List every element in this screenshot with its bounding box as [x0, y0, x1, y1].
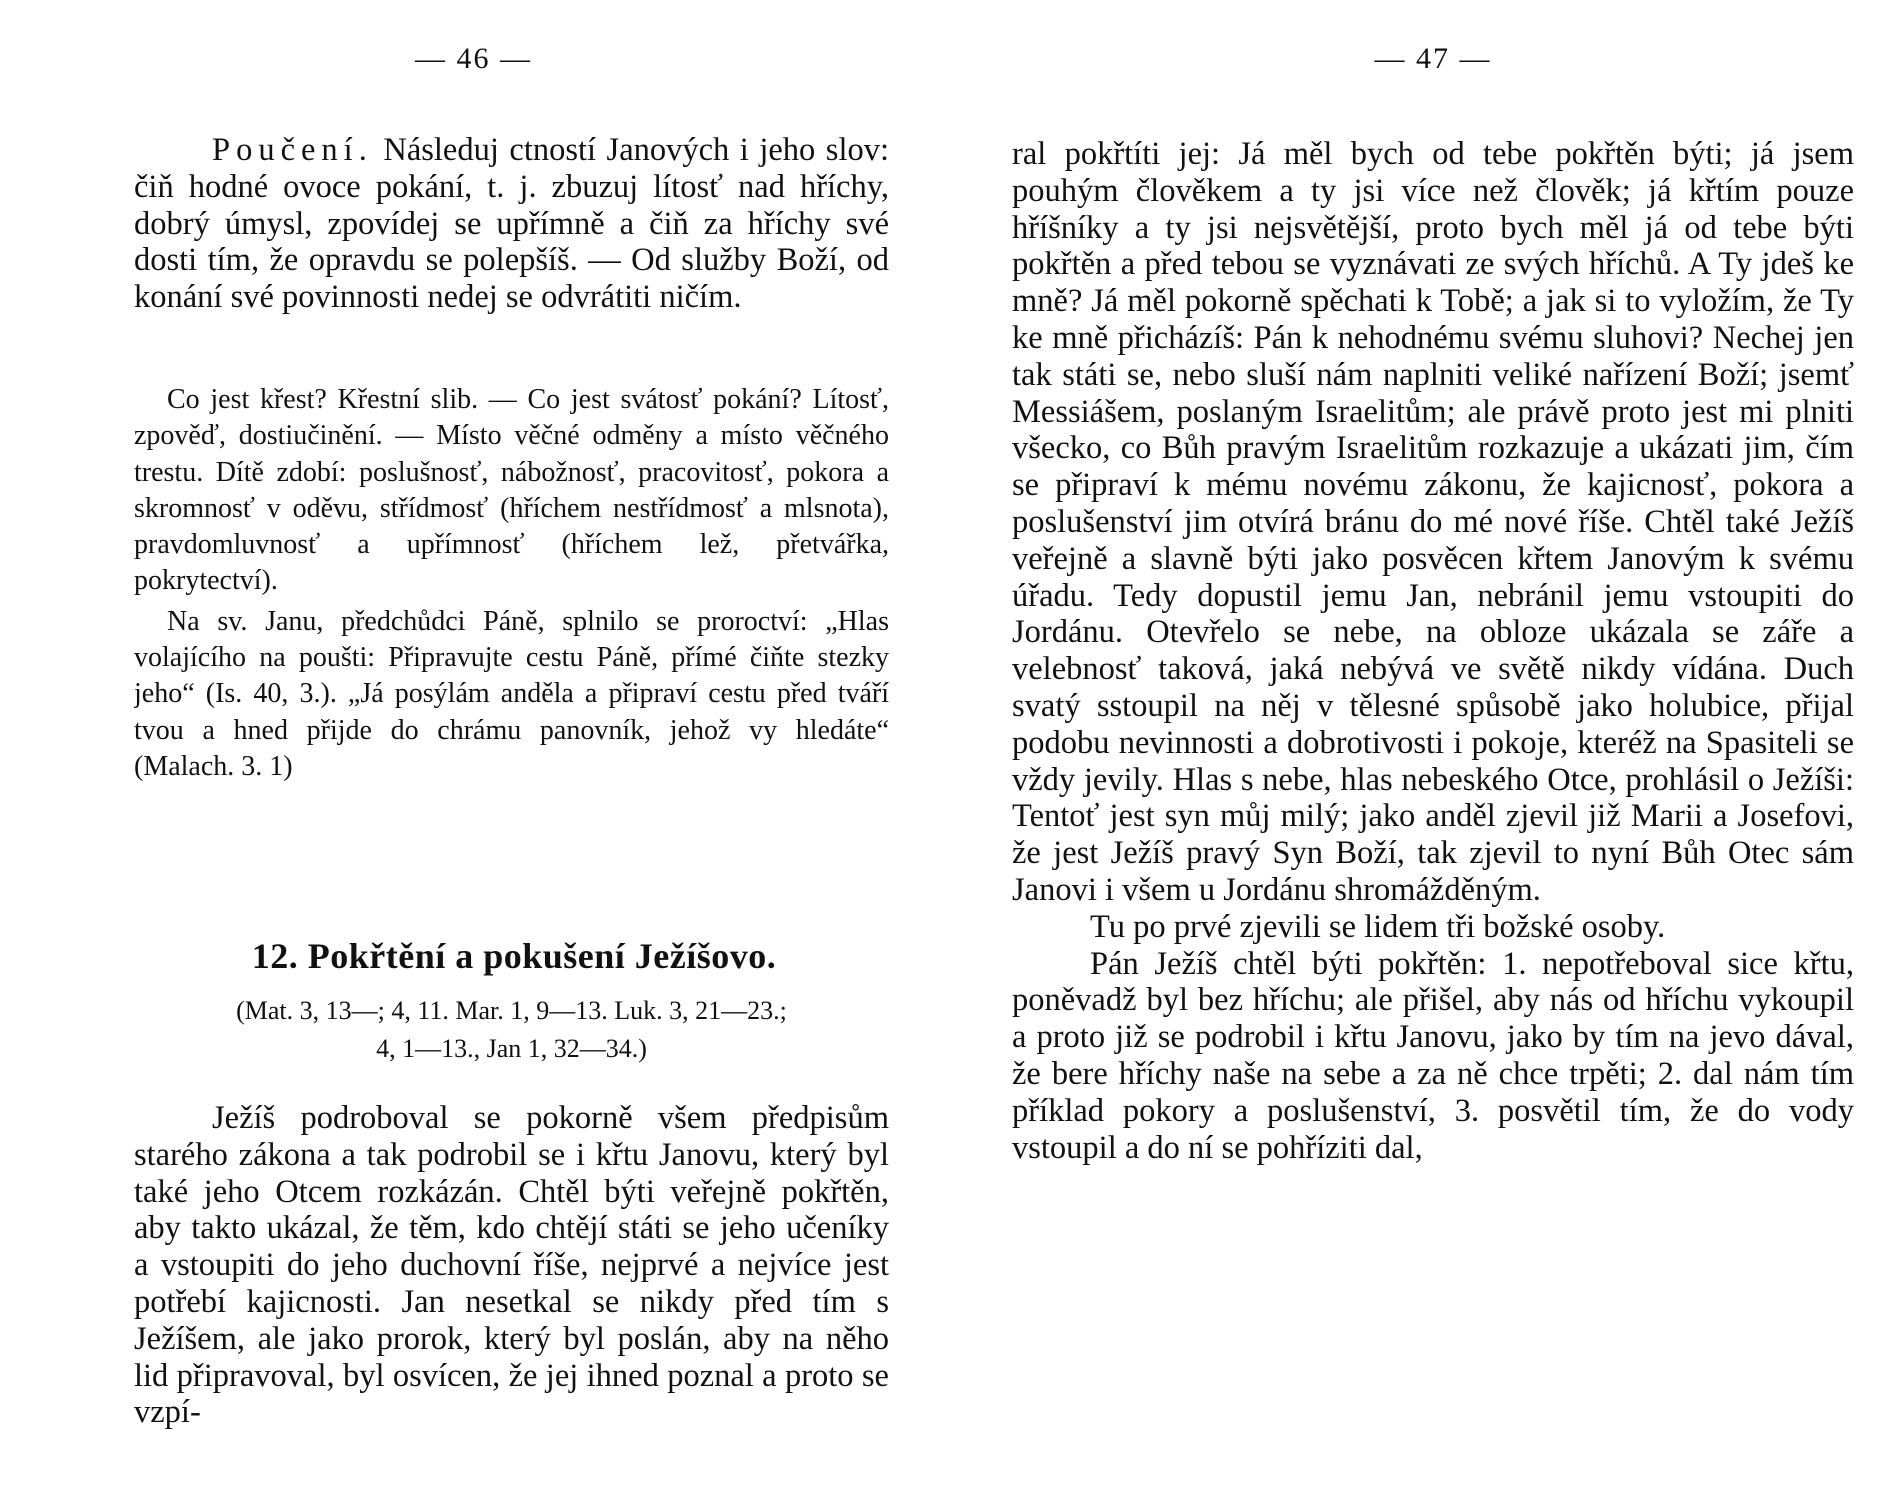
- instruction-text: Následuj ctností Janových i jeho slov: čiň hodné ovoce pokání, t. j. zbuzuj lítosť nad hříchy, dobrý úmysl, zpovídej se upřímně a čiň za hříchy své dosti tím, že opravdu se polepšíš. — Od služby Boží, od konání své povinnosti nedej se odvrátiti ničím.: [134, 132, 889, 316]
- instruction-block: [134, 132, 889, 316]
- questions-paragraph: Co jest křest? Křestní slib. — Co jest svátosť pokání? Lítosť, zpověď, dostiučinění. — Místo věčné odměny a místo věčného trestu. Dítě zdobí: poslušnosť, nábožnosť, pracovitosť, pokora a skromnosť v oděvu, střídmosť (hříchem nestřídmosť a mlsnota), pravdomluvnosť a upřímnosť (hříchem lež, přetvářka, pokrytectví).: [134, 384, 889, 597]
- page-number-left: — 46 —: [415, 42, 532, 75]
- right-paragraph-3: Pán Ježíš chtěl býti pokřtěn: 1. nepotřeboval sice křtu, poněvadž byl bez hříchu; ale přišel, aby nás od hříchu vykoupil a proto již se podrobil i křtu Janovu, jako by tím na jevo dával, že bere hříchy naše na sebe a za ně chce trpěti; 2. dal nám tím příklad pokory a poslušenství, 3. posvětil tím, že do vody vstoupil a do ní se pohříziti dal,: [1012, 945, 1854, 1166]
- right-text: [1012, 136, 1854, 1166]
- questions-block: [134, 382, 889, 785]
- page-number-right: — 47 —: [1374, 42, 1492, 75]
- left-page: [134, 0, 889, 1500]
- chapter-text: [134, 1100, 889, 1431]
- chapter-references: [134, 992, 889, 1068]
- chapter-refs-line-1: (Mat. 3, 13—; 4, 11. Mar. 1, 9—13. Luk. 3, 21—23.;: [236, 996, 787, 1025]
- prophecy-paragraph: Na sv. Janu, předchůdci Páně, splnilo se proroctví: „Hlas volajícího na poušti: Připravujte cestu Páně, přímé čiňte stezky jeho“ (Is. 40, 3.). „Já posýlám anděla a připraví cestu před tváří tvou a hned přijde do chrámu panovník, jehož vy hledáte“ (Malach. 3. 1): [134, 605, 889, 782]
- instruction-label: Poučení.: [212, 132, 373, 168]
- chapter-refs-line-2: 4, 1—13., Jan 1, 32—34.): [376, 1034, 647, 1063]
- right-paragraph-1: ral pokřtíti jej: Já měl bych od tebe pokřtěn býti; já jsem pouhým člověkem a ty jsi více než člověk; já křtím pouze hříšníky a ty jsi nejsvětější, proto bych měl já od tebe býti pokřtěn a před tebou se vyznávati ze svých hříchů. A Ty jdeš ke mně? Já měl pokorně spěchati k Tobě; a jak si to vyložím, že Ty ke mně přicházíš: Pán k nehodnému svému sluhovi? Nechej jen tak státi se, nebo sluší nám naplniti veliké nařízení Boží; jsemť Messiášem, poslaným Israelitům; ale právě proto jest mi plniti všecko, co Bůh pravým Israelitům rozkazuje a ukázati jim, čím se připraví k mému novému zákonu, že kajicnosť, pokora a poslušenství jim otvírá bránu do mé nové říše. Chtěl také Ježíš veřejně a slavně býti jako posvěcen křtem Janovým k svému úřadu. Tedy dopustil jemu Jan, nebránil jemu vstoupiti do Jordánu. Otevřelo se nebe, na obloze ukázala se záře a velebnosť taková, jaká nebývá ve světě nikdy vídána. Duch svatý sstoupil na něj v tělesné spůsobě jako holubice, přijal podobu nevinnosti a dobrotivosti i pokoje, kteréž na Spasiteli se vždy jevily. Hlas s nebe, hlas nebeského Otce, prohlásil o Ježíši: Tentoť jest syn můj milý; jako anděl zjevil již Marii a Josefovi, že jest Ježíš pravý Syn Boží, tak zjevil to nyní Bůh Otec sám Janovi i všem u Jordánu shromážděným.: [1012, 136, 1854, 908]
- chapter-title: 12. Pokřtění a pokušení Ježíšovo.: [251, 936, 777, 976]
- chapter-paragraph: Ježíš podroboval se pokorně všem předpisům starého zákona a tak podrobil se i křtu Janovu, který byl také jeho Otcem rozkázán. Chtěl býti veřejně pokřtěn, aby takto ukázal, že těm, kdo chtějí státi se jeho učeníky a vstoupiti do jeho duchovní říše, nejprvé a nejvíce jest potřebí kajicnosti. Jan nesetkal se nikdy před tím s Ježíšem, ale jako prorok, který byl poslán, aby na něho lid připravoval, byl osvícen, že jej ihned poznal a proto se vzpí-: [134, 1100, 889, 1431]
- right-page: [1012, 0, 1854, 1500]
- instruction-paragraph: [134, 132, 889, 316]
- right-paragraph-2: Tu po prvé zjevili se lidem tři božské osoby.: [1090, 908, 1666, 945]
